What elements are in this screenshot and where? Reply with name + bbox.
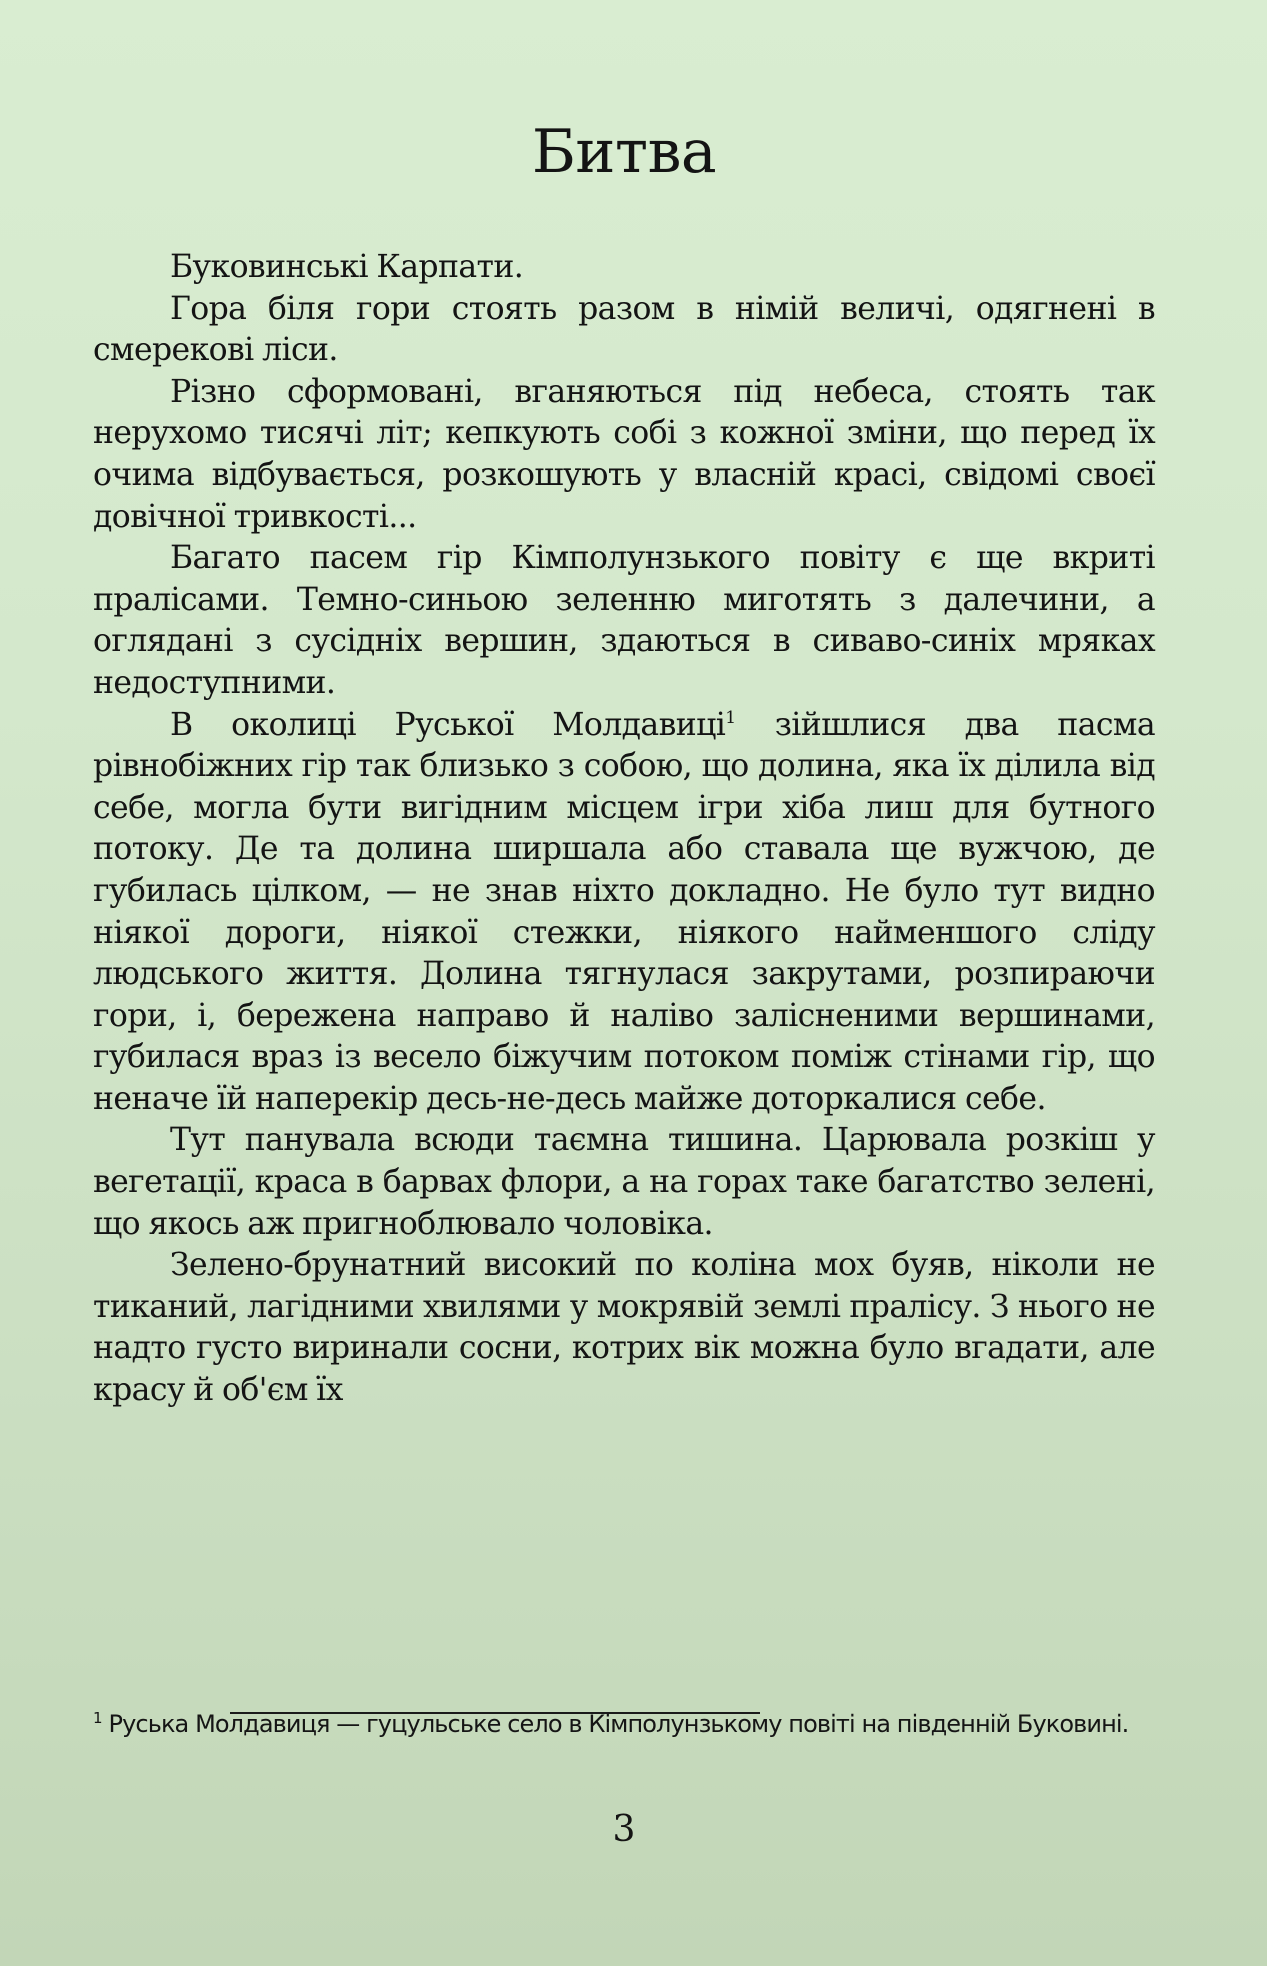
paragraph-with-footnote	[93, 705, 1155, 1121]
footnote-text: Руська Молдавиця — гуцульське село в Кімполунзькому повіті на південній Буковині.	[108, 1710, 1129, 1738]
paragraph: Тут панувала всюди таємна тишина. Царювала розкіш у вегетації, краса в барвах флори, а на горах таке багатство зелені, що якось аж пригноблювало чоловіка.	[93, 1122, 1155, 1242]
paragraph-text-before-ref: В околиці Руської Молдавиці	[170, 706, 726, 743]
chapter-title: Битва	[531, 117, 717, 187]
paragraph: Багато пасем гір Кімполунзького повіту є ще вкриті пралісами. Темно-синьою зеленню миготять з далечини, а оглядані з сусідніх вершин, здаються в сиваво-синіх мряках недоступними.	[93, 540, 1155, 701]
chapter-body	[93, 247, 1155, 1412]
footnote-reference[interactable]: 1	[725, 707, 737, 728]
paragraph: Зелено-брунатний високий по коліна мох буяв, ніколи не тиканий, лагідними хвилями у мокрявій землі пралісу. З нього не надто густо виринали сосни, котрих вік можна було вгадати, але красу й об'єм їх	[93, 1247, 1155, 1409]
footnote	[93, 1707, 1155, 1741]
paragraph: Буковинські Карпати.	[170, 249, 524, 285]
paragraph: Різно сформовані, вганяються під небеса, стоять так нерухомо тисячі літ; кепкують собі з кожної зміни, що перед їх очима відбувається, розкошують у власній красі, свідомі своєї довічної тривкості...	[93, 373, 1155, 535]
footnote-mark: 1	[93, 1709, 103, 1727]
paragraph: Гора біля гори стоять разом в німій величі, одягнені в смерекові ліси.	[93, 290, 1155, 369]
paragraph-text-after-ref: зійшлися два пасма рівнобіжних гір так близько з собою, що долина, яка їх ділила від себе, могла бути вигідним місцем ігри хіба лиш для бутного потоку. Де та долина ширшала або ставала ще вужчою, де губилась цілком, — не знав ніхто докладно. Не було тут видно ніякої дороги, ніякої стежки, ніякого найменшого сліду людського життя. Долина тягнулася закрутами, розпираючи гори, і, бережена направо й наліво залісненими вершинами, губилася враз із весело біжучим потоком поміж стінами гір, що неначе їй наперекір десь-не-десь майже доторкалися себе.	[93, 706, 1155, 1117]
page-number: 3	[612, 1809, 636, 1850]
